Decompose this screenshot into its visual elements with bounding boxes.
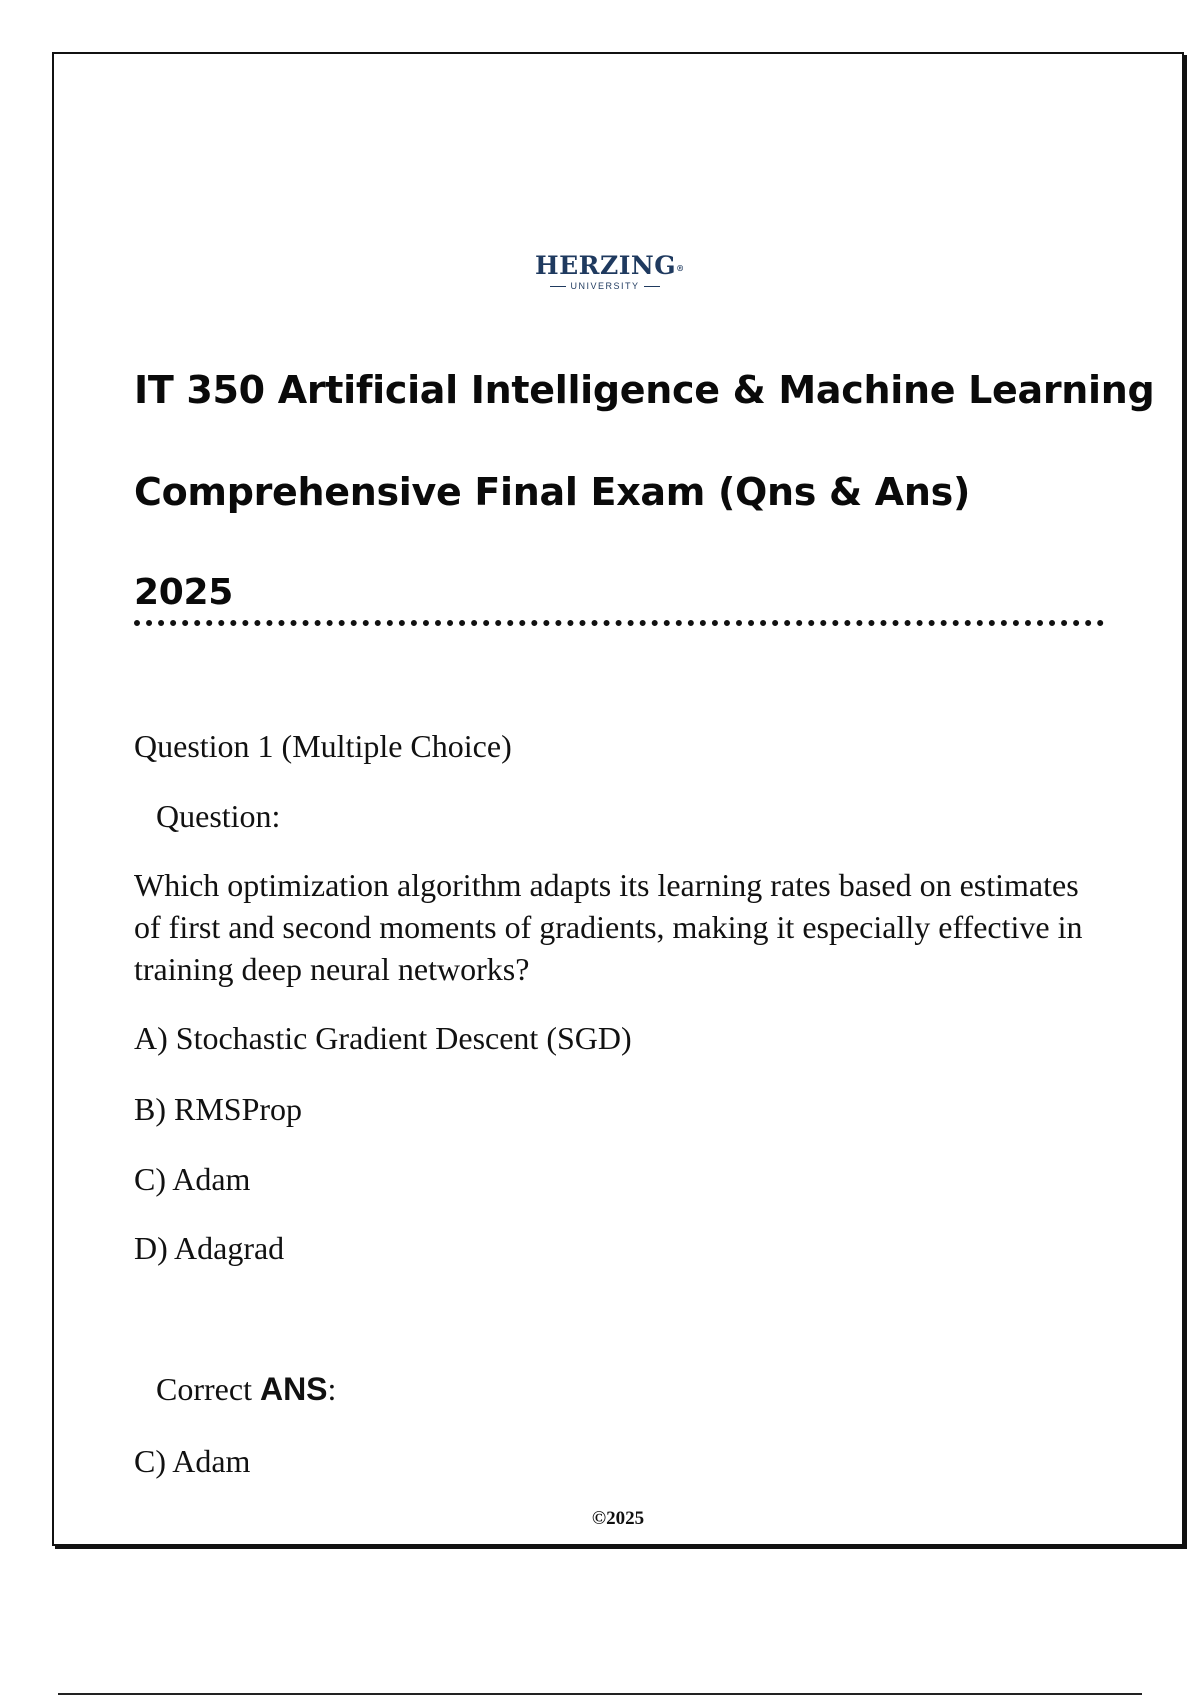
correct-answer-value: C) Adam	[134, 1443, 251, 1479]
question-heading: Question 1 (Multiple Choice)	[134, 728, 512, 764]
question-text: Which optimization algorithm adapts its learning rates based on estimates of first and second moments of gradients, making it especially effective in training deep neural networks?	[134, 867, 1083, 987]
logo-name: HERZING®	[535, 251, 685, 280]
title-divider	[134, 620, 1104, 626]
document-title-year: 2025	[134, 572, 233, 613]
option-d: D) Adagrad	[134, 1230, 285, 1266]
question-label: Question:	[156, 798, 281, 834]
document-title-line-1: IT 350 Artificial Intelligence & Machine Learning	[134, 368, 1155, 412]
document-title-line-2: Comprehensive Final Exam (Qns & Ans)	[134, 470, 971, 514]
option-c: C) Adam	[134, 1161, 251, 1197]
logo-subtitle: UNIVERSITY	[535, 280, 675, 292]
page-bottom-rule	[58, 1693, 1142, 1695]
herzing-university-logo	[535, 251, 685, 312]
option-a: A) Stochastic Gradient Descent (SGD)	[134, 1020, 632, 1056]
copyright-footer: ©2025	[591, 1508, 645, 1529]
option-b: B) RMSProp	[134, 1091, 303, 1127]
correct-answer-label: Correct ANS:	[156, 1371, 337, 1407]
